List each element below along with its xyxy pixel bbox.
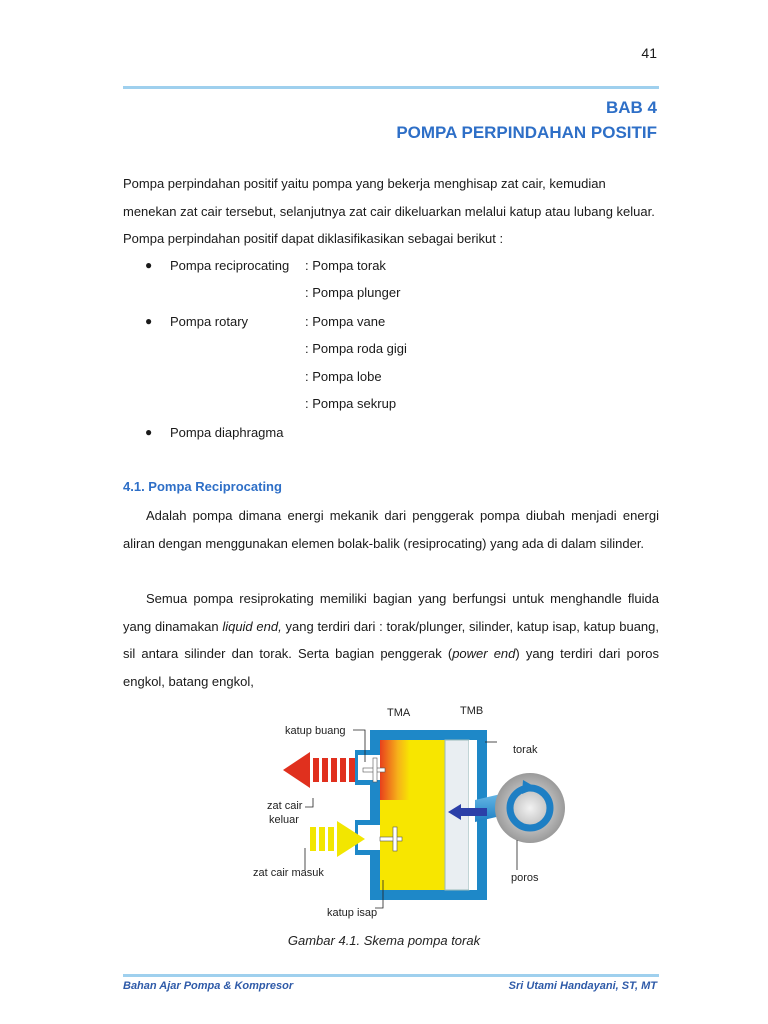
paragraph-text: Semua pompa resiprokating memiliki bagian yang berfungsi untuk menghandle fluida yang dinamakan xyxy=(123,591,659,634)
bullet-icon: ● xyxy=(145,425,153,439)
emphasis-liquid-end: liquid end, xyxy=(222,618,282,634)
list-item-value: : Pompa plunger xyxy=(305,285,401,300)
label-torak: torak xyxy=(513,744,538,756)
bullet-icon: ● xyxy=(145,258,153,272)
section-paragraph-2 xyxy=(123,585,659,695)
suction-valve xyxy=(380,837,402,841)
figure-caption: Gambar 4.1. Skema pompa torak xyxy=(287,933,481,948)
list-item-value: : Pompa torak xyxy=(305,258,386,273)
intro-paragraph: Pompa perpindahan positif yaitu pompa yang bekerja menghisap zat cair, kemudian menekan zat cair tersebut, selanjutnya zat cair dikeluarkan melalui katup atau lubang keluar. Pompa perpindahan positif dapat diklasifikasikan sebagai berikut : xyxy=(123,176,655,246)
label-tmb: TMB xyxy=(460,705,484,717)
footer-rule xyxy=(123,974,659,977)
paragraph-text: yang terdiri dari : torak/plunger, silinder, katup isap, katup buang, sil antara silinder dan torak. Serta bagian penggerak ( xyxy=(123,618,659,661)
label-zat-cair-keluar-1: zat cair xyxy=(267,800,303,812)
label-katup-buang: katup buang xyxy=(285,725,346,737)
emphasis-power-end: power end xyxy=(452,646,516,661)
list-item-label: Pompa rotary xyxy=(170,314,249,329)
label-zat-cair-masuk: zat cair masuk xyxy=(253,867,324,879)
label-tma: TMA xyxy=(387,707,411,719)
chapter-title: POMPA PERPINDAHAN POSITIF xyxy=(396,123,657,142)
list-item-value: : Pompa sekrup xyxy=(305,396,397,411)
bullet-icon: ● xyxy=(145,314,153,328)
inflow-arrow xyxy=(310,827,316,851)
header-rule xyxy=(123,86,659,89)
crank-wheel xyxy=(495,773,565,843)
section-heading: 4.1. Pompa Reciprocating xyxy=(123,479,282,494)
list-item-value: : Pompa lobe xyxy=(305,369,382,384)
label-zat-cair-keluar-2: keluar xyxy=(269,814,299,826)
list-item-value: : Pompa vane xyxy=(305,314,386,329)
list-item-value: : Pompa roda gigi xyxy=(305,341,407,356)
list-item-label: Pompa diaphragma xyxy=(170,425,284,440)
label-katup-isap: katup isap xyxy=(327,907,378,919)
label-poros: poros xyxy=(511,872,539,884)
chapter-number: BAB 4 xyxy=(605,98,657,117)
section-paragraph-1: Adalah pompa dimana energi mekanik dari penggerak pompa diubah menjadi energi aliran dengan menggunakan elemen bolak-balik (resiprocating) yang ada di dalam silinder. xyxy=(123,508,659,551)
page-number: 41 xyxy=(641,45,657,61)
outflow-arrow xyxy=(283,752,310,788)
footer-right: Sri Utami Handayani, ST, MT xyxy=(508,980,657,992)
pump-schematic-figure xyxy=(235,700,570,922)
list-item-label: Pompa reciprocating xyxy=(170,258,290,273)
footer-left: Bahan Ajar Pompa & Kompresor xyxy=(123,980,294,992)
paragraph-text: ) yang terdiri dari poros engkol, batang engkol, xyxy=(123,646,660,689)
